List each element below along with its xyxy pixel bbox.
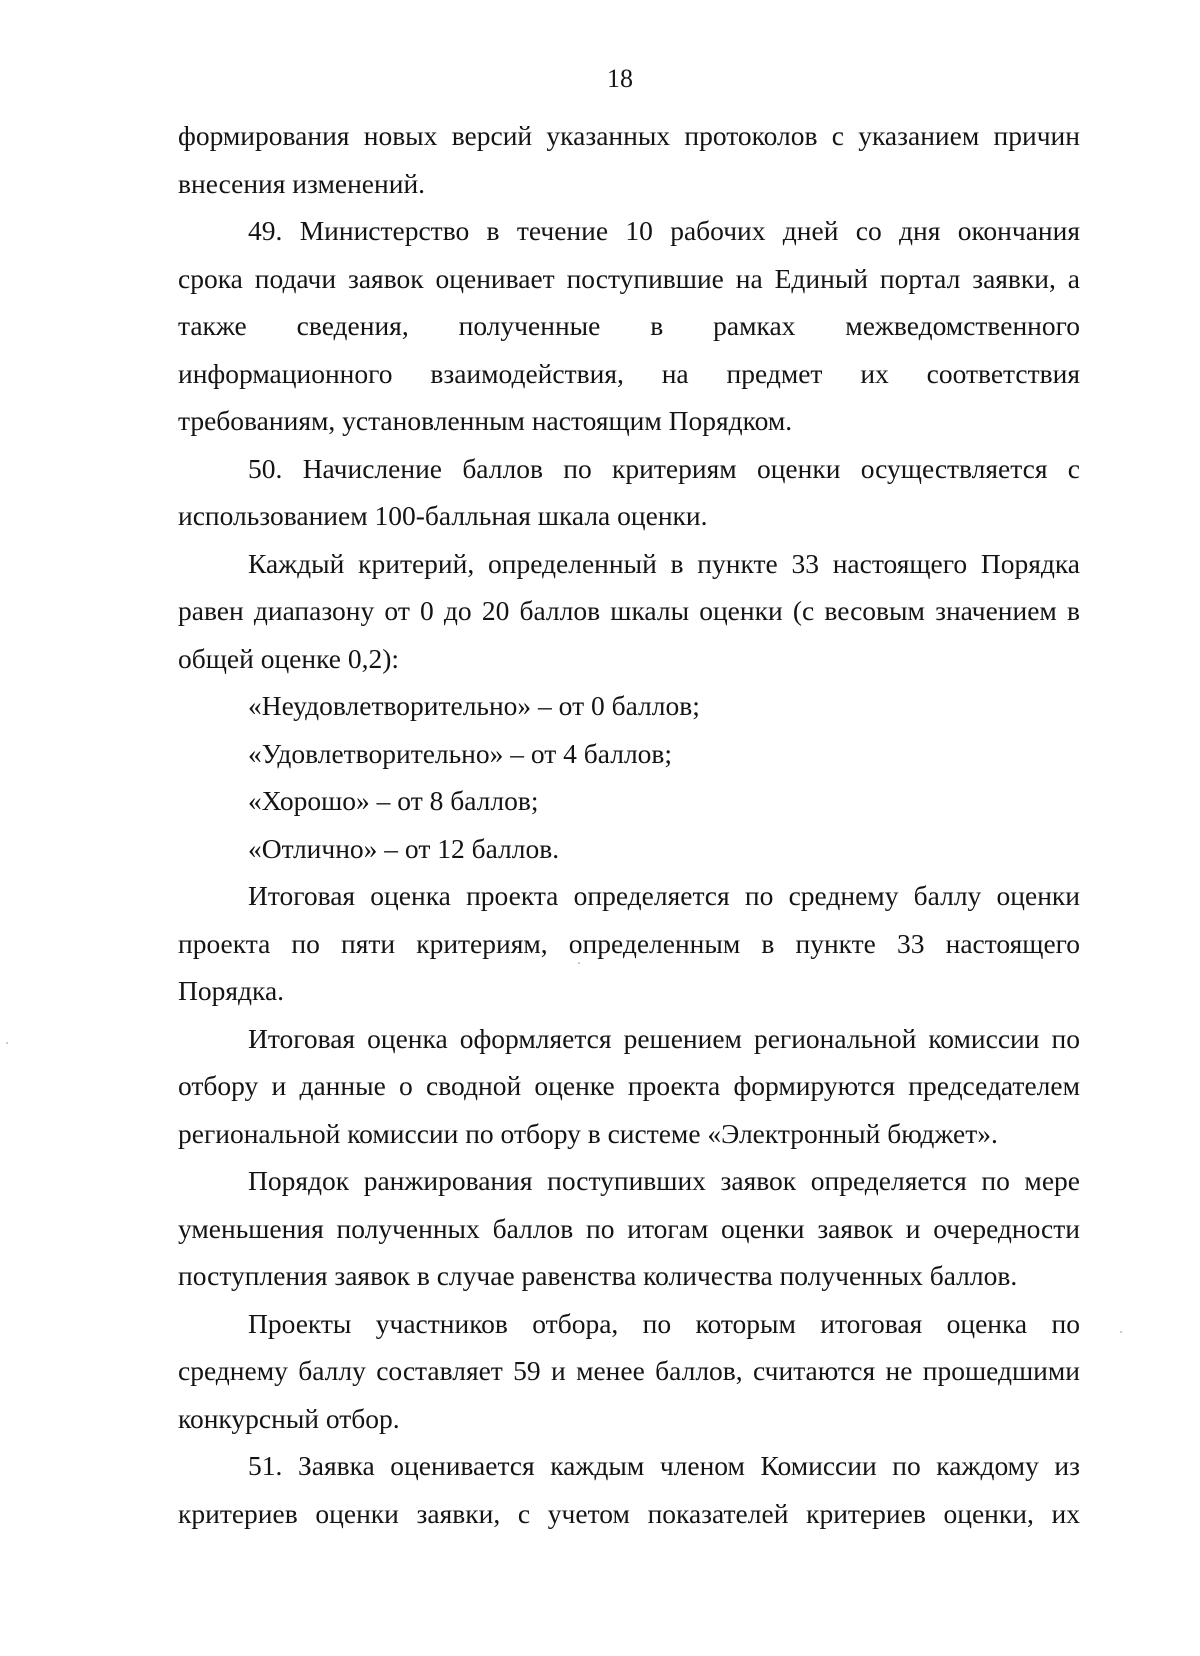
paragraph-criteria-range <box>178 540 1080 683</box>
text-line: равен диапазону от 0 до 20 баллов шкалы оценки (с весовым значением в <box>178 595 1080 626</box>
document-body <box>178 112 1080 1537</box>
text-line: Проекты участников отбора, по которым итоговая оценка по <box>248 1307 1080 1339</box>
scale-item: «Отлично» – от 12 баллов. <box>248 832 560 864</box>
text-line: общей оценке 0,2): <box>178 642 400 674</box>
text-line: 50. Начисление баллов по критериям оценки осуществляется с <box>248 452 1080 484</box>
text-line: отбору и данные о сводной оценке проекта формируются председателем <box>178 1070 1080 1101</box>
text-line: срока подачи заявок оценивает поступившие на Единый портал заявки, а <box>178 262 1080 294</box>
scan-speck <box>578 962 580 964</box>
text-line: информационного взаимодействия, на предмет их соответствия <box>178 357 1080 389</box>
text-line: внесения изменений. <box>178 167 426 199</box>
text-line: Порядка. <box>178 975 285 1006</box>
text-line: Порядок ранжирования поступивших заявок определяется по мере <box>248 1165 1080 1196</box>
scale-item: «Неудовлетворительно» – от 0 баллов; <box>248 690 700 721</box>
text-line: 51. Заявка оценивается каждым членом Комиссии по каждому из <box>248 1450 1080 1481</box>
text-line: среднему баллу составляет 59 и менее баллов, считаются не прошедшими <box>178 1355 1080 1386</box>
text-line: также сведения, полученные в рамках межведомственного <box>178 310 1080 341</box>
text-line: использованием 100-балльная шкала оценки. <box>178 500 708 531</box>
text-line: поступления заявок в случае равенства количества полученных баллов. <box>178 1260 1018 1291</box>
text-line: конкурсный отбор. <box>178 1402 400 1434</box>
text-line: региональной комиссии по отбору в системе «Электронный бюджет». <box>178 1117 998 1149</box>
paragraph-clause-50 <box>178 445 1080 540</box>
text-line: уменьшения полученных баллов по итогам оценки заявок и очередности <box>178 1212 1080 1244</box>
paragraph-final-score <box>178 872 1080 1015</box>
paragraph-commission-decision <box>178 1015 1080 1158</box>
text-line: Каждый критерий, определенный в пункте 33 настоящего Порядка <box>248 547 1080 579</box>
page-number: 18 <box>607 64 633 93</box>
paragraph-continuation <box>178 112 1080 207</box>
text-line: требованиям, установленным настоящим Порядком. <box>178 405 793 436</box>
text-line: Итоговая оценка проекта определяется по среднему баллу оценки <box>248 880 1080 911</box>
scale-item: «Удовлетворительно» – от 4 баллов; <box>248 737 673 769</box>
scale-item: «Хорошо» – от 8 баллов; <box>248 785 539 816</box>
text-line: 49. Министерство в течение 10 рабочих дней со дня окончания <box>248 215 1080 246</box>
paragraph-clause-49 <box>178 207 1080 445</box>
scan-speck <box>6 1042 8 1044</box>
paragraph-clause-51 <box>178 1442 1080 1537</box>
scan-speck <box>1120 1331 1122 1333</box>
paragraph-threshold <box>178 1300 1080 1443</box>
paragraph-ranking-order <box>178 1157 1080 1300</box>
text-line: проекта по пяти критериям, определенным в пункте 33 настоящего <box>178 927 1080 959</box>
text-line: критериев оценки заявки, с учетом показателей критериев оценки, их <box>178 1497 1080 1529</box>
text-line: формирования новых версий указанных протоколов с указанием причин <box>178 120 1080 151</box>
text-line: Итоговая оценка оформляется решением региональной комиссии по <box>248 1022 1080 1054</box>
